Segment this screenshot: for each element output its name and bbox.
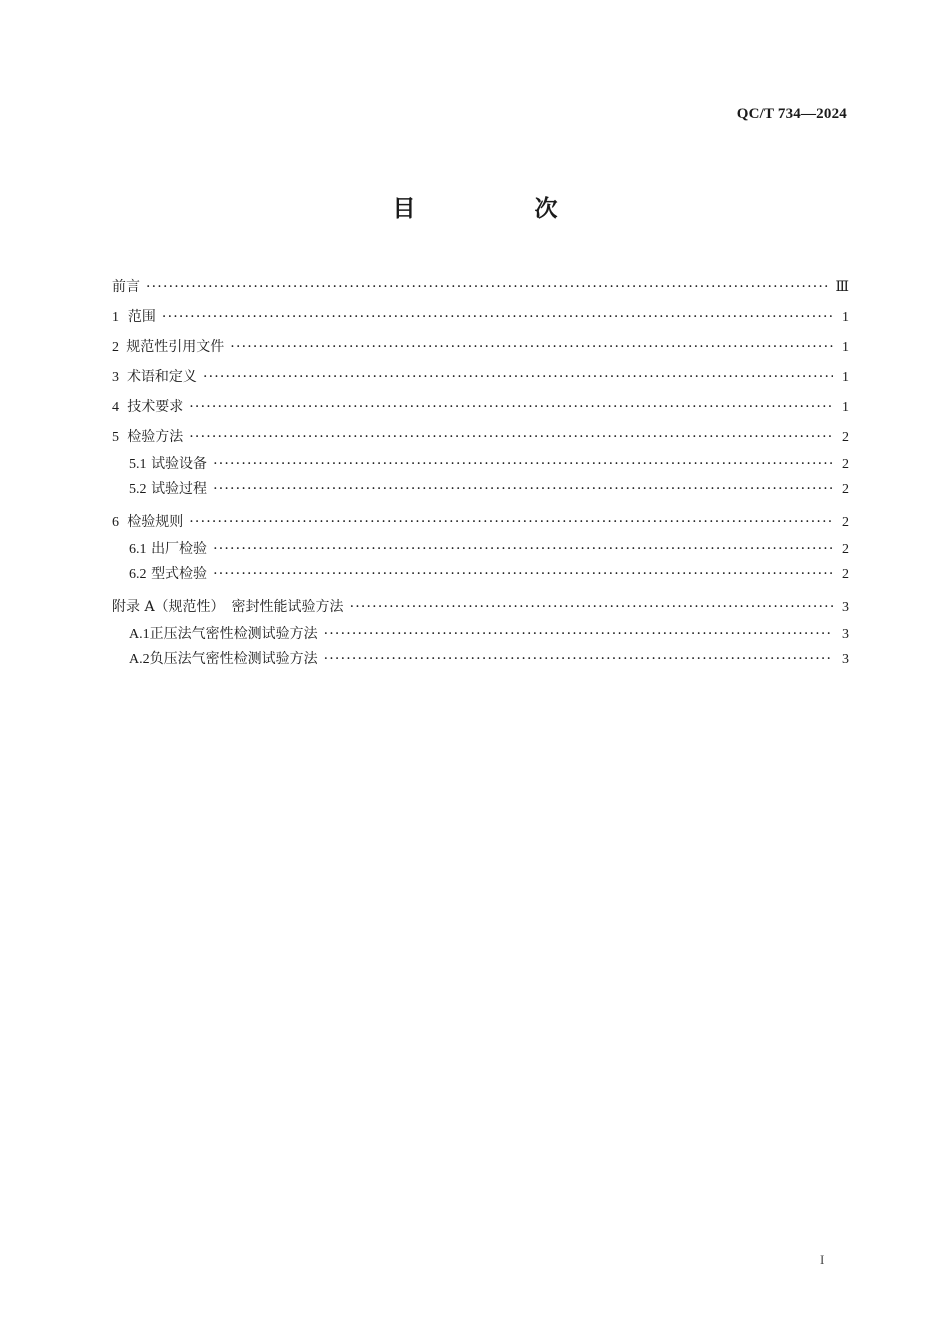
toc-entry-page: 2 (842, 482, 849, 497)
toc-leader-dots (213, 537, 833, 562)
toc-leader-dots (189, 392, 833, 422)
toc-entry-type-inspection[interactable] (112, 562, 849, 587)
toc-entry-number: 3 (112, 370, 119, 385)
page-number: I (820, 1252, 825, 1267)
toc-entry-page: 2 (842, 457, 849, 472)
toc-entry-label: 正压法气密性检测试验方法 (149, 626, 318, 642)
toc-entry-page: 2 (842, 542, 849, 557)
toc-entry-label: 术语和定义 (126, 369, 197, 385)
toc-entry-page: 3 (842, 600, 849, 615)
toc-title: 目 次 (392, 196, 606, 222)
toc-leader-dots (213, 477, 833, 502)
toc-entry-number: 5.1 (129, 457, 147, 472)
toc-entry-label: 附录 A（规范性） 密封性能试验方法 (112, 599, 344, 615)
toc-entry-label: 规范性引用文件 (126, 339, 225, 355)
toc-entry-number: 5 (112, 430, 119, 445)
document-code: QC/T 734—2024 (736, 106, 847, 122)
toc-entry-terms-definitions[interactable] (112, 362, 849, 392)
toc-entry-negative-pressure-test[interactable] (112, 647, 849, 672)
toc-leader-dots (146, 272, 829, 302)
toc-entry-page: 1 (842, 370, 849, 385)
toc-leader-dots (203, 362, 833, 392)
toc-entry-test-equipment[interactable] (112, 452, 849, 477)
toc-entry-page: 2 (842, 430, 849, 445)
toc-entry-annex-a[interactable] (112, 592, 849, 622)
toc-entry-technical-requirements[interactable] (112, 392, 849, 422)
toc-entry-number: 5.2 (129, 482, 147, 497)
toc-entry-page: Ⅲ (835, 280, 849, 295)
toc-entry-test-procedure[interactable] (112, 477, 849, 502)
toc-entry-label: 试验过程 (151, 481, 208, 497)
toc-leader-dots (213, 562, 833, 587)
toc-leader-dots (324, 647, 833, 672)
toc-entry-page: 1 (842, 400, 849, 415)
toc-entry-test-methods[interactable] (112, 422, 849, 452)
toc-entry-label: 范围 (127, 309, 156, 325)
toc-entry-number: 4 (112, 400, 119, 415)
toc-entry-inspection-rules[interactable] (112, 507, 849, 537)
toc-leader-dots (189, 507, 833, 537)
toc-entry-number: A.2 (129, 652, 150, 667)
toc-entry-label: 型式检验 (151, 566, 208, 582)
toc-entry-number: 6.1 (129, 542, 147, 557)
toc-entry-label: 负压法气密性检测试验方法 (149, 651, 318, 667)
toc-entry-number: 6.2 (129, 567, 147, 582)
toc-entry-page: 2 (842, 515, 849, 530)
toc-entry-number: A.1 (129, 627, 150, 642)
toc-entry-normative-references[interactable] (112, 332, 849, 362)
toc-entry-label: 试验设备 (151, 456, 208, 472)
toc-leader-dots (162, 302, 833, 332)
toc-entry-page: 2 (842, 567, 849, 582)
toc-leader-dots (189, 422, 833, 452)
toc-entry-page: 1 (842, 340, 849, 355)
toc-entry-scope[interactable] (112, 302, 849, 332)
toc-leader-dots (350, 592, 833, 622)
toc-entry-positive-pressure-test[interactable] (112, 622, 849, 647)
toc-entry-label: 检验规则 (127, 514, 184, 530)
toc-entry-number: 6 (112, 515, 119, 530)
toc-entry-label: 出厂检验 (151, 541, 208, 557)
toc-entry-label: 前言 (112, 279, 140, 295)
toc-entry-number: 1 (112, 310, 119, 325)
table-of-contents (112, 272, 849, 672)
toc-leader-dots (230, 332, 833, 362)
toc-entry-label: 技术要求 (127, 399, 184, 415)
toc-entry-foreword[interactable] (112, 272, 849, 302)
toc-entry-label: 检验方法 (127, 429, 184, 445)
toc-leader-dots (324, 622, 833, 647)
toc-leader-dots (213, 452, 833, 477)
toc-entry-factory-inspection[interactable] (112, 537, 849, 562)
toc-entry-page: 1 (842, 310, 849, 325)
toc-entry-number: 2 (112, 340, 119, 355)
toc-entry-page: 3 (842, 652, 849, 667)
toc-entry-page: 3 (842, 627, 849, 642)
